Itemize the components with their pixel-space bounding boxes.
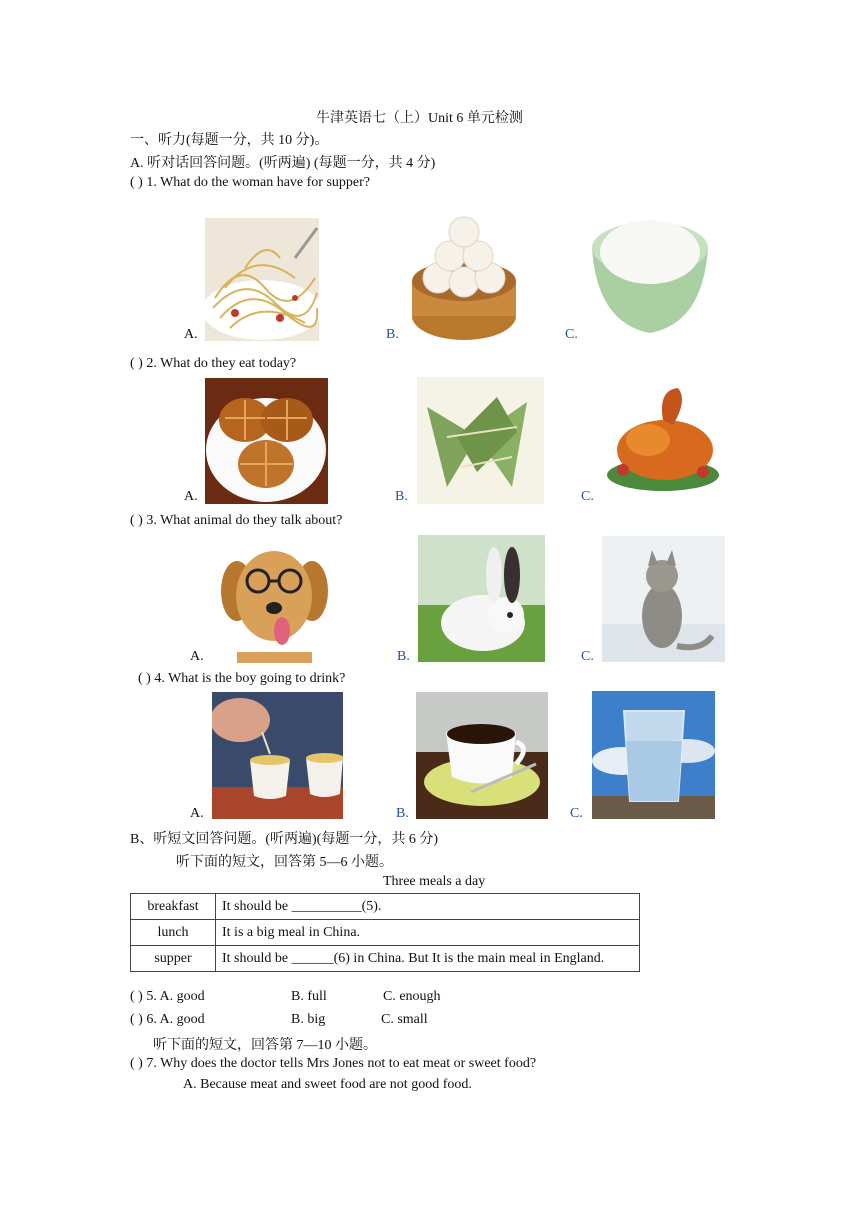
question-6-stem: ( ) 6. A. good (130, 1012, 205, 1027)
mooncakes-image (205, 378, 328, 504)
section-heading: 一、听力(每题一分，共 10 分)。 (130, 133, 329, 148)
question-1: ( ) 1. What do the woman have for supper? (130, 175, 370, 190)
spaghetti-image (205, 218, 319, 341)
kitten-image (602, 536, 725, 662)
question-7: ( ) 7. Why does the doctor tells Mrs Jones not to eat meat or sweet food? (130, 1056, 537, 1071)
page-title: 牛津英语七（上）Unit 6 单元检测 (316, 111, 523, 126)
table-cell-meal: lunch (131, 920, 216, 946)
tea-image (212, 692, 343, 819)
question-4: ( ) 4. What is the boy going to drink? (138, 671, 346, 686)
question-7-option-a: A. Because meat and sweet food are not good food. (183, 1077, 472, 1092)
table-cell-desc: It is a big meal in China. (216, 920, 640, 946)
option-label: B. (395, 489, 408, 504)
option-label: B. (397, 649, 410, 664)
option-label: B. (386, 327, 399, 342)
option-label: B. (396, 806, 409, 821)
steamed-buns-image (408, 206, 520, 342)
question-3: ( ) 3. What animal do they talk about? (130, 513, 343, 528)
question-5-option-c: C. enough (383, 989, 441, 1004)
option-label: C. (581, 489, 594, 504)
table-title: Three meals a day (383, 874, 486, 889)
table-cell-desc: It should be __________(5). (216, 894, 640, 920)
roast-chicken-image (603, 380, 721, 495)
meals-table (130, 893, 640, 972)
option-label: A. (184, 489, 198, 504)
question-6-option-b: B. big (291, 1012, 326, 1027)
rice-bowl-image (587, 208, 713, 340)
option-label: C. (565, 327, 578, 342)
table-row (131, 920, 640, 946)
rabbit-image (418, 535, 545, 662)
question-6-option-c: C. small (381, 1012, 428, 1027)
option-label: C. (581, 649, 594, 664)
zongzi-image (417, 377, 544, 504)
option-label: C. (570, 806, 583, 821)
table-cell-meal: supper (131, 946, 216, 972)
question-2: ( ) 2. What do they eat today? (130, 356, 297, 371)
option-label: A. (190, 649, 204, 664)
question-5-stem: ( ) 5. A. good (130, 989, 205, 1004)
part-b-heading: B、听短文回答问题。(听两遍)(每题一分，共 6 分) (130, 832, 438, 847)
coffee-image (416, 692, 548, 819)
part-a-heading: A. 听对话回答问题。(听两遍) (每题一分，共 4 分) (130, 156, 436, 171)
option-label: A. (184, 327, 198, 342)
dog-image (212, 536, 337, 663)
table-row (131, 946, 640, 972)
table-row (131, 894, 640, 920)
part-b-instruction-2: 听下面的短文，回答第 7—10 小题。 (153, 1038, 377, 1053)
table-cell-desc: It should be ______(6) in China. But It is the main meal in England. (216, 946, 640, 972)
option-label: A. (190, 806, 204, 821)
table-cell-meal: breakfast (131, 894, 216, 920)
water-glass-image (592, 691, 715, 819)
question-5-option-b: B. full (291, 989, 327, 1004)
part-b-instruction: 听下面的短文，回答第 5—6 小题。 (176, 855, 393, 870)
